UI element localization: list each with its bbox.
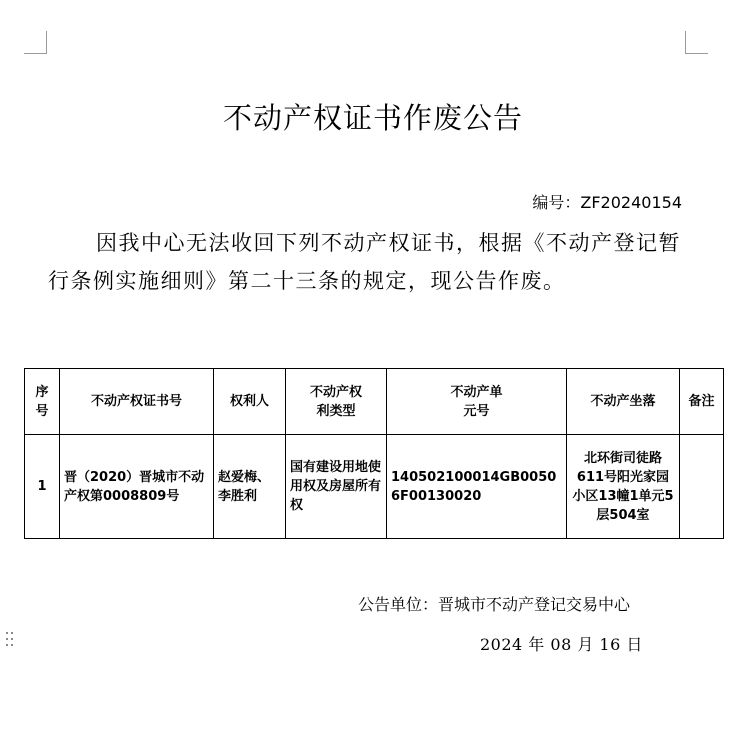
header-note: 备注 <box>680 369 724 435</box>
header-unit: 不动产单元号 <box>387 369 567 435</box>
serial-label: 编号： <box>532 193 581 212</box>
cell-unit: 140502100014GB00506F00130020 <box>387 435 567 539</box>
header-cert: 不动产权证书号 <box>60 369 214 435</box>
header-location: 不动产坐落 <box>567 369 680 435</box>
announcement-paragraph: 因我中心无法收回下列不动产权证书，根据《不动产登记暂行条例实施细则》第二十三条的规定，现公告作废。 <box>48 231 681 293</box>
issuing-unit: 公告单位：晋城市不动产登记交易中心 <box>358 595 631 614</box>
document-title: 不动产权证书作废公告 <box>222 101 523 135</box>
cell-location: 北环街司徒路611号阳光家园小区13幢1单元5层504室 <box>567 435 680 539</box>
certificate-table <box>24 368 724 539</box>
cell-type: 国有建设用地使用权及房屋所有权 <box>286 435 387 539</box>
table-header-row <box>25 369 724 435</box>
serial-value: ZF20240154 <box>580 193 682 212</box>
table-row <box>25 435 724 539</box>
header-owner: 权利人 <box>214 369 286 435</box>
cell-cert: 晋（2020）晋城市不动产权第0008809号 <box>60 435 214 539</box>
drag-handle-icon[interactable] <box>6 632 14 648</box>
cell-note <box>680 435 724 539</box>
serial-number <box>532 190 682 213</box>
cell-owner: 赵爱梅、李胜利 <box>214 435 286 539</box>
header-no: 序号 <box>25 369 60 435</box>
issue-date: 2024 年 08 月 16 日 <box>480 635 643 654</box>
cell-no: 1 <box>25 435 60 539</box>
page-corner-mark <box>24 31 47 54</box>
page-corner-mark <box>685 31 708 54</box>
header-type: 不动产权利类型 <box>286 369 387 435</box>
